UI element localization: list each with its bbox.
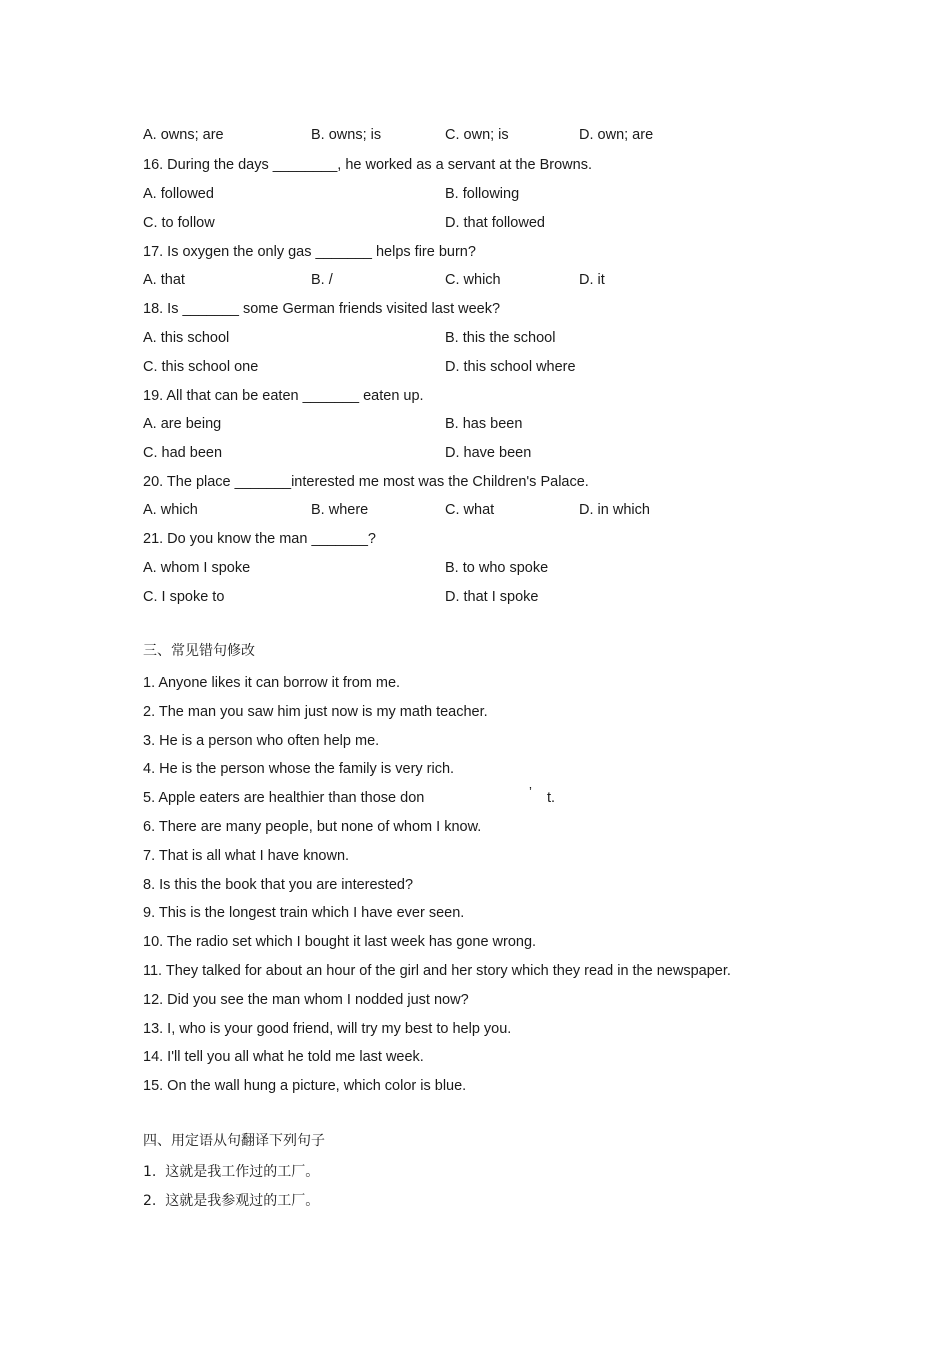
q15-option-b: B. owns; is <box>311 127 382 143</box>
q21-option-d: D. that I spoke <box>445 589 539 605</box>
q16-option-b: B. following <box>445 186 520 202</box>
q15-option-c: C. own; is <box>445 127 509 143</box>
q21-option-c: C. I spoke to <box>143 589 225 605</box>
error-item-15: 15. On the wall hung a picture, which color is blue. <box>143 1078 467 1094</box>
error-item-9: 9. This is the longest train which I have ever seen. <box>143 905 465 921</box>
q18-stem: 18. Is _______ some German friends visited last week? <box>143 301 501 317</box>
error-item-5-tail: t. <box>547 790 556 806</box>
q20-stem: 20. The place _______interested me most was the Children's Palace. <box>143 474 589 490</box>
q21-stem: 21. Do you know the man _______? <box>143 531 376 547</box>
error-item-6: 6. There are many people, but none of whom I know. <box>143 819 482 835</box>
error-item-2: 2. The man you saw him just now is my math teacher. <box>143 704 488 720</box>
q20-option-a: A. which <box>143 502 198 518</box>
q21-option-a: A. whom I spoke <box>143 560 251 576</box>
error-item-1: 1. Anyone likes it can borrow it from me. <box>143 675 401 691</box>
q19-stem: 19. All that can be eaten _______ eaten up. <box>143 388 424 404</box>
q19-option-a: A. are being <box>143 416 222 432</box>
q20-option-b: B. where <box>311 502 369 518</box>
q16-option-c: C. to follow <box>143 215 215 231</box>
translation-item-1: 1. 这就是我工作过的工厂。 <box>143 1164 320 1180</box>
error-item-8: 8. Is this the book that you are interested? <box>143 877 414 893</box>
q17-option-a: A. that <box>143 272 185 288</box>
q16-option-a: A. followed <box>143 186 214 202</box>
error-item-4: 4. He is the person whose the family is very rich. <box>143 761 455 777</box>
q17-stem: 17. Is oxygen the only gas _______ helps fire burn? <box>143 244 476 260</box>
error-item-7: 7. That is all what I have known. <box>143 848 350 864</box>
q18-option-b: B. this the school <box>445 330 556 346</box>
q15-option-a: A. owns; are <box>143 127 224 143</box>
error-item-12: 12. Did you see the man whom I nodded just now? <box>143 992 469 1008</box>
q19-option-b: B. has been <box>445 416 523 432</box>
error-item-14: 14. I'll tell you all what he told me last week. <box>143 1049 424 1065</box>
q18-option-c: C. this school one <box>143 359 259 375</box>
error-item-11: 11. They talked for about an hour of the girl and her story which they read in the newspaper. <box>143 963 731 979</box>
q19-option-d: D. have been <box>445 445 532 461</box>
q18-option-a: A. this school <box>143 330 230 346</box>
translation-item-2: 2. 这就是我参观过的工厂。 <box>143 1193 320 1209</box>
error-item-3: 3. He is a person who often help me. <box>143 733 380 749</box>
q17-option-b: B. / <box>311 272 333 288</box>
error-item-5-apostrophe: ’ <box>529 784 532 799</box>
error-item-10: 10. The radio set which I bought it last week has gone wrong. <box>143 934 537 950</box>
q16-option-d: D. that followed <box>445 215 545 231</box>
q19-option-c: C. had been <box>143 445 223 461</box>
q17-option-c: C. which <box>445 272 501 288</box>
section-4-heading: 四、用定语从句翻译下列句子 <box>143 1133 325 1149</box>
q16-stem: 16. During the days ________, he worked as a servant at the Browns. <box>143 157 592 173</box>
q18-option-d: D. this school where <box>445 359 576 375</box>
q15-option-d: D. own; are <box>579 127 654 143</box>
q21-option-b: B. to who spoke <box>445 560 549 576</box>
error-item-5: 5. Apple eaters are healthier than those don <box>143 790 425 806</box>
q20-option-c: C. what <box>445 502 495 518</box>
error-item-13: 13. I, who is your good friend, will try my best to help you. <box>143 1021 512 1037</box>
q20-option-d: D. in which <box>579 502 650 518</box>
q17-option-d: D. it <box>579 272 605 288</box>
section-3-heading: 三、常见错句修改 <box>143 643 255 659</box>
